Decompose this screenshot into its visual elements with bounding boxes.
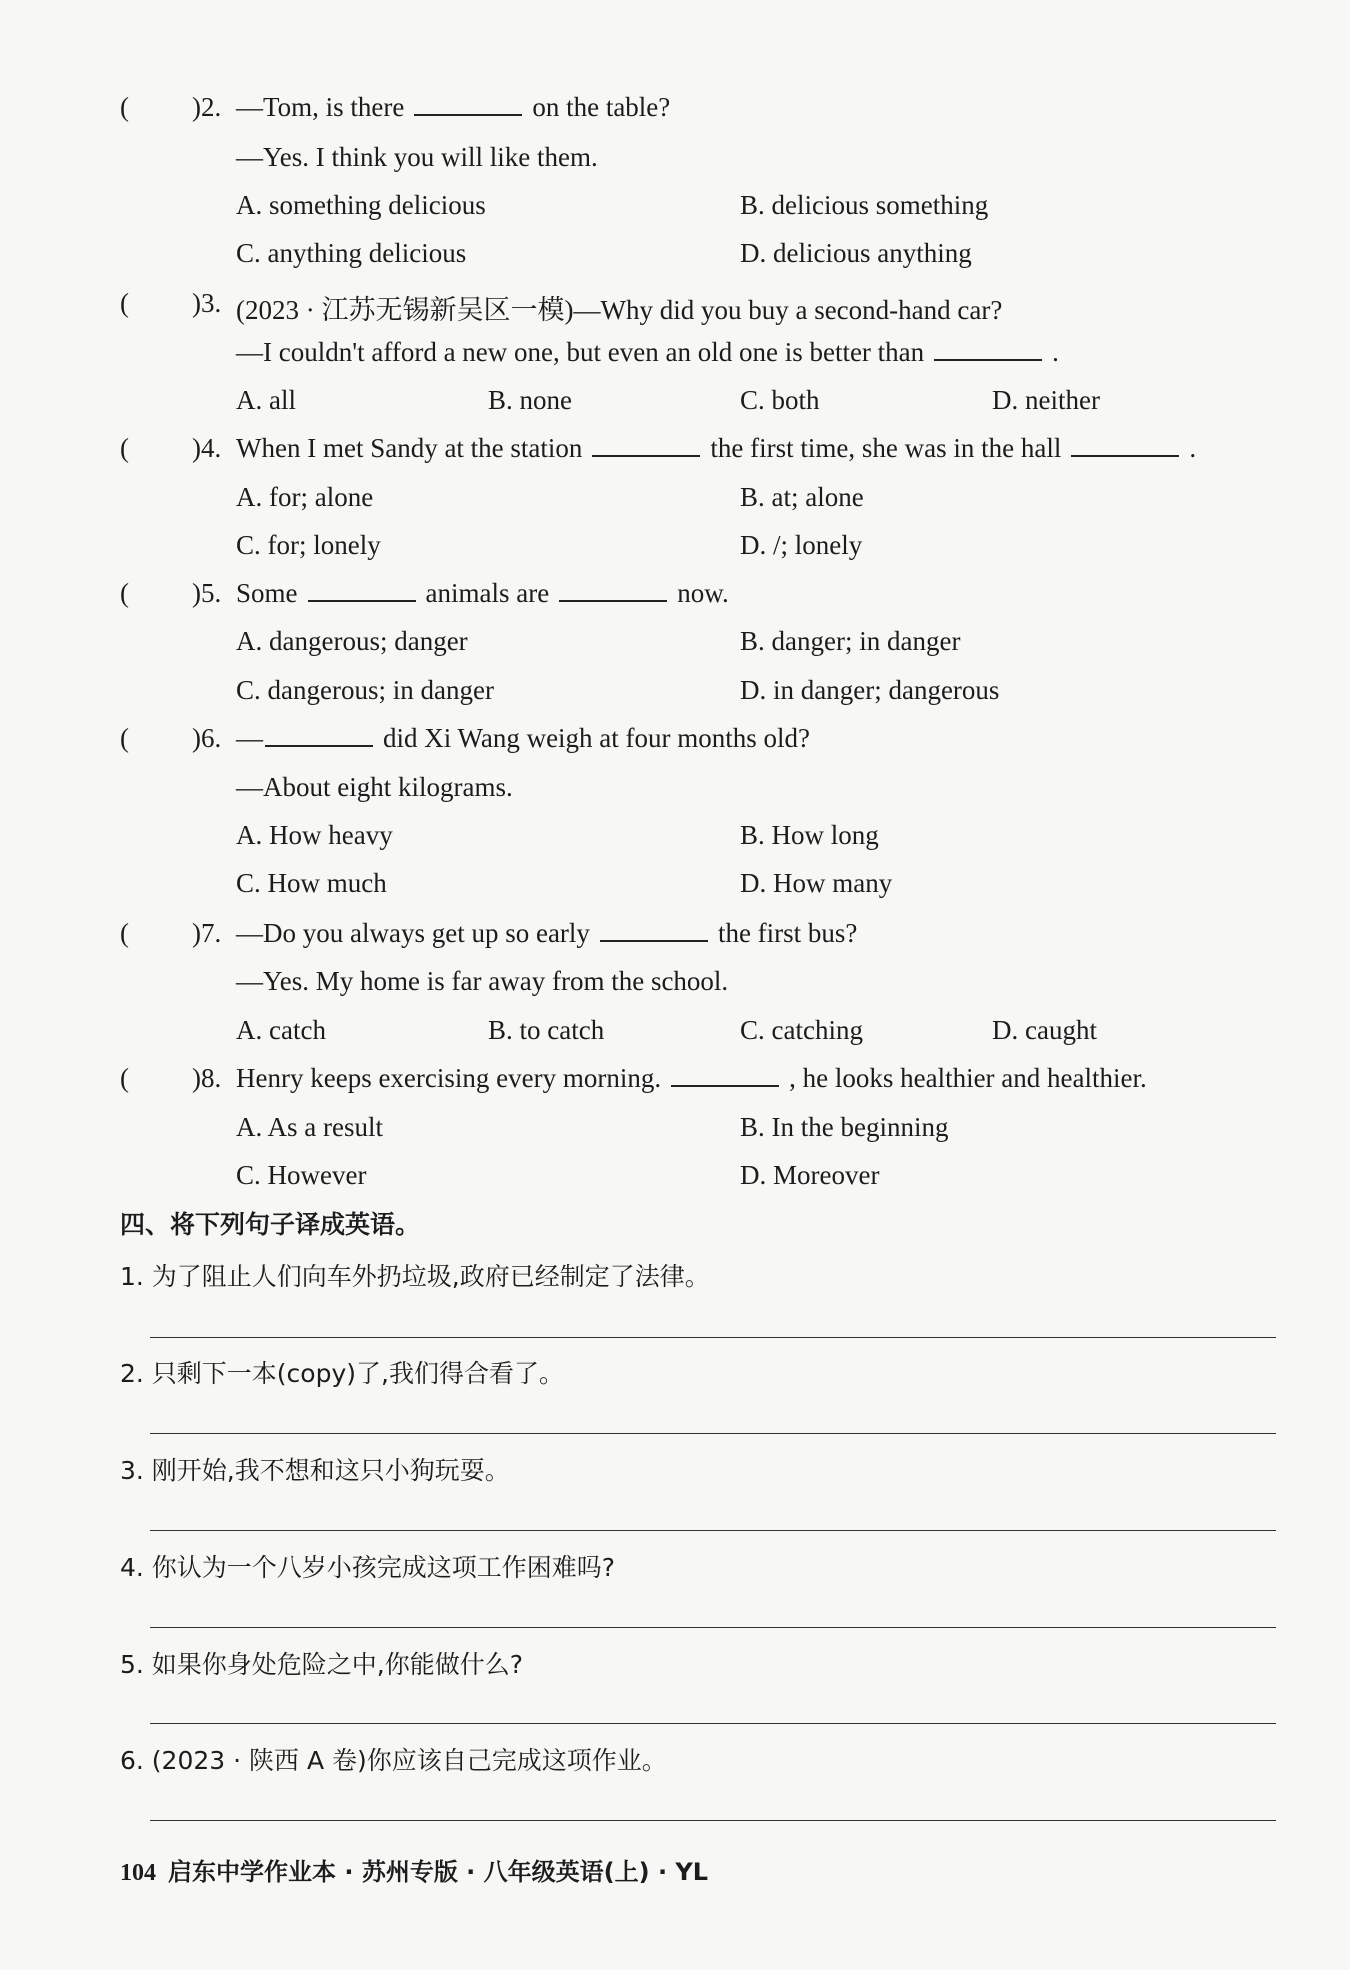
fill-blank bbox=[934, 339, 1042, 361]
question-number: )4. bbox=[192, 433, 222, 463]
answer-paren[interactable]: ( bbox=[120, 578, 129, 608]
option-a: A. something delicious bbox=[236, 190, 486, 220]
option-d: D. caught bbox=[992, 1015, 1097, 1045]
answer-paren[interactable]: ( bbox=[120, 723, 129, 753]
answer-paren[interactable]: ( bbox=[120, 918, 129, 948]
question-reply: —Yes. I think you will like them. bbox=[236, 142, 598, 172]
option-b: B. at; alone bbox=[740, 482, 864, 512]
translation-prompt: 3. 刚开始,我不想和这只小狗玩耍。 bbox=[120, 1456, 510, 1485]
question-stem: (2023 · 江苏无锡新吴区一模)—Why did you buy a second-hand car? bbox=[236, 295, 1003, 325]
fill-blank bbox=[559, 580, 667, 602]
answer-paren[interactable]: ( bbox=[120, 433, 129, 463]
fill-blank bbox=[1071, 435, 1179, 457]
option-d: D. Moreover bbox=[740, 1160, 880, 1190]
fill-blank bbox=[265, 725, 373, 747]
option-b: B. delicious something bbox=[740, 190, 989, 220]
option-a: A. for; alone bbox=[236, 482, 374, 512]
answer-paren[interactable]: ( bbox=[120, 92, 129, 122]
question-reply: —I couldn't afford a new one, but even an old one is better than . bbox=[236, 337, 1059, 367]
question-stem: — did Xi Wang weigh at four months old? bbox=[236, 723, 811, 753]
answer-line[interactable] bbox=[150, 1530, 1276, 1531]
option-c: C. However bbox=[236, 1160, 367, 1190]
question-number: )3. bbox=[192, 288, 222, 318]
question-stem: Some animals are now. bbox=[236, 578, 729, 608]
option-b: B. to catch bbox=[488, 1015, 605, 1045]
answer-paren[interactable]: ( bbox=[120, 288, 129, 318]
question-number: )7. bbox=[192, 918, 222, 948]
option-c: C. anything delicious bbox=[236, 238, 467, 268]
question-stem: —Do you always get up so early the first bus? bbox=[236, 918, 858, 948]
option-c: C. catching bbox=[740, 1015, 863, 1045]
question-stem: Henry keeps exercising every morning. , he looks healthier and healthier. bbox=[236, 1063, 1147, 1093]
option-d: D. How many bbox=[740, 868, 893, 898]
question-stem: —Tom, is there on the table? bbox=[236, 92, 671, 122]
answer-line[interactable] bbox=[150, 1433, 1276, 1434]
option-c: C. How much bbox=[236, 868, 387, 898]
page-footer bbox=[120, 1852, 708, 1887]
question-number: )8. bbox=[192, 1063, 222, 1093]
fill-blank bbox=[308, 580, 416, 602]
option-a: A. dangerous; danger bbox=[236, 626, 468, 656]
section-title: 四、将下列句子译成英语。 bbox=[120, 1210, 421, 1239]
option-d: D. in danger; dangerous bbox=[740, 675, 1000, 705]
translation-prompt: 6. (2023 · 陕西 A 卷)你应该自己完成这项作业。 bbox=[120, 1746, 667, 1775]
translation-prompt: 4. 你认为一个八岁小孩完成这项工作困难吗? bbox=[120, 1553, 616, 1582]
answer-line[interactable] bbox=[150, 1337, 1276, 1338]
option-b: B. In the beginning bbox=[740, 1112, 949, 1142]
translation-prompt: 5. 如果你身处危险之中,你能做什么? bbox=[120, 1650, 524, 1679]
option-d: D. delicious anything bbox=[740, 238, 972, 268]
translation-prompt: 2. 只剩下一本(copy)了,我们得合看了。 bbox=[120, 1359, 564, 1388]
option-d: D. neither bbox=[992, 385, 1100, 415]
option-a: A. How heavy bbox=[236, 820, 393, 850]
answer-line[interactable] bbox=[150, 1723, 1276, 1724]
translation-prompt: 1. 为了阻止人们向车外扔垃圾,政府已经制定了法律。 bbox=[120, 1262, 710, 1291]
option-d: D. /; lonely bbox=[740, 530, 863, 560]
fill-blank bbox=[592, 435, 700, 457]
footer-text: 启东中学作业本 · 苏州专版 · 八年级英语(上) · YL bbox=[168, 1858, 709, 1886]
question-number: )6. bbox=[192, 723, 222, 753]
question-reply: —About eight kilograms. bbox=[236, 772, 513, 802]
fill-blank bbox=[414, 94, 522, 116]
answer-paren[interactable]: ( bbox=[120, 1063, 129, 1093]
question-reply: —Yes. My home is far away from the school. bbox=[236, 966, 729, 996]
fill-blank bbox=[671, 1065, 779, 1087]
option-a: A. As a result bbox=[236, 1112, 383, 1142]
question-number: )5. bbox=[192, 578, 222, 608]
option-c: C. dangerous; in danger bbox=[236, 675, 494, 705]
page-number: 104 bbox=[120, 1860, 156, 1886]
option-c: C. both bbox=[740, 385, 820, 415]
option-b: B. none bbox=[488, 385, 572, 415]
answer-line[interactable] bbox=[150, 1627, 1276, 1628]
question-stem: When I met Sandy at the station the first time, she was in the hall . bbox=[236, 433, 1197, 463]
answer-line[interactable] bbox=[150, 1820, 1276, 1821]
option-a: A. catch bbox=[236, 1015, 326, 1045]
option-b: B. How long bbox=[740, 820, 879, 850]
option-b: B. danger; in danger bbox=[740, 626, 961, 656]
question-number: )2. bbox=[192, 92, 222, 122]
option-c: C. for; lonely bbox=[236, 530, 381, 560]
option-a: A. all bbox=[236, 385, 296, 415]
fill-blank bbox=[600, 920, 708, 942]
